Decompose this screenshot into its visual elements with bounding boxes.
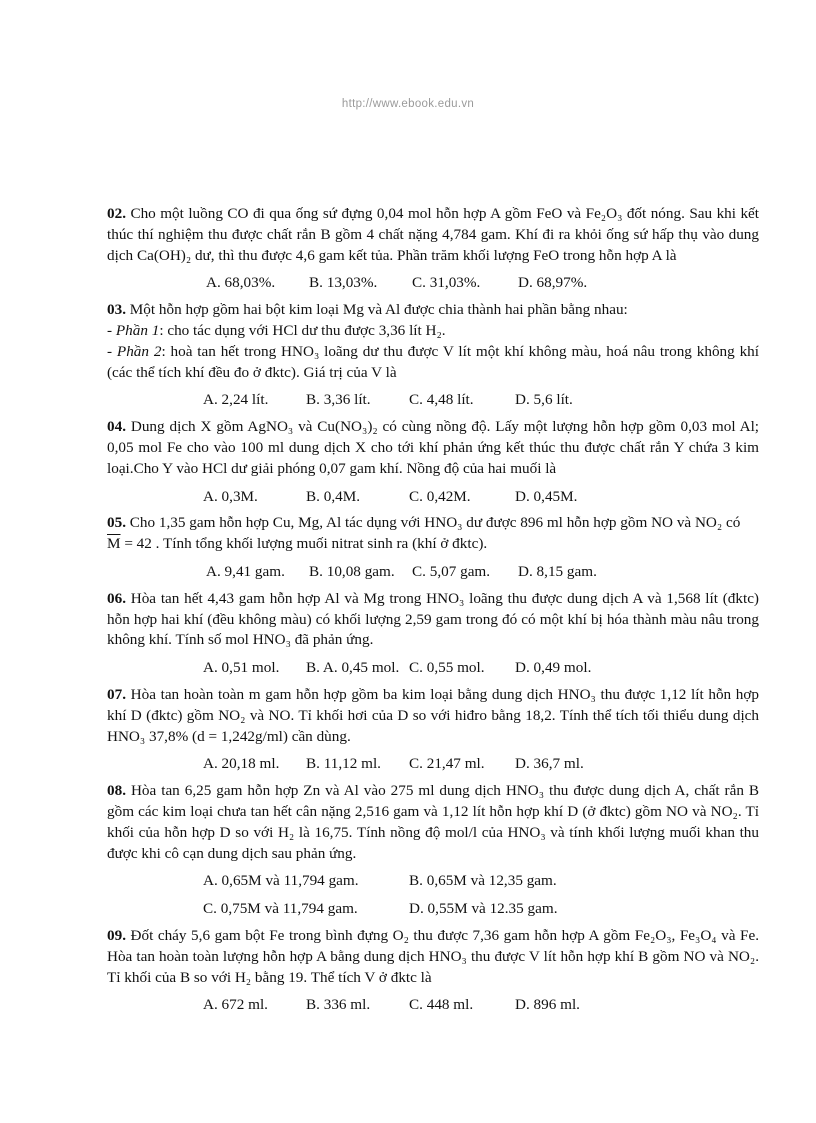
part-1-label: Phần 1 <box>115 321 160 339</box>
option-a: A. 9,41 gam. <box>206 562 285 580</box>
option-d: D. 68,97%. <box>518 274 588 292</box>
option-c: C. 5,07 gam. <box>412 562 491 580</box>
answer-options <box>107 562 759 583</box>
answer-options <box>107 273 759 294</box>
molar-mass-symbol: $\overline{M}$ <box>107 535 121 553</box>
option-b: B. 3,36 lít. <box>306 391 371 409</box>
answer-options-row-1 <box>107 871 759 892</box>
question-08 <box>107 781 759 920</box>
question-number: 04. <box>107 418 126 436</box>
question-06 <box>107 589 759 679</box>
question-text: Đốt cháy 5,6 gam bột Fe trong bình đựng O₂ thu được 7,36 gam hỗn hợp A gồm Fe₂O₃, Fe₃O₄ và Fe. Hòa tan hoàn toàn lượng hỗn hợp A bằng dung dịch HNO₃ thu được V lít hỗn hợp khí B gồm NO và NO₂. Tỉ khối của B so với H₂ bằng 19. Thể tích V ở đktc là <box>107 926 759 986</box>
option-b: B. 0,65M và 12,35 gam. <box>409 872 557 890</box>
option-c: C. 0,75M và 11,794 gam. <box>203 900 358 918</box>
option-d: D. 0,45M. <box>515 487 578 505</box>
question-number: 08. <box>107 782 126 800</box>
part-2-label: Phần 2 <box>116 342 162 360</box>
option-c: C. 21,47 ml. <box>409 755 485 773</box>
question-text: Dung dịch X gồm AgNO₃ và Cu(NO₃)₂ có cùng nồng độ. Lấy một lượng hỗn hợp gồm 0,03 mol Al; 0,05 mol Fe cho vào 100 ml dung dịch X cho tới khí phản ứng kết thúc thu được chất rắn Y chứa 3 kim loại.Cho Y vào HCl dư giải phóng 0,07 gam khí. Nồng độ của hai muối là <box>107 418 760 477</box>
option-b: B. 13,03%. <box>309 274 378 292</box>
question-04 <box>107 417 759 507</box>
option-a: A. 0,3M. <box>203 487 258 505</box>
option-d: D. 896 ml. <box>515 996 580 1014</box>
option-a: A. 672 ml. <box>203 996 268 1014</box>
part-2-text: : hoà tan hết trong HNO₃ loãng dư thu được V lít một khí không màu, hoá nâu trong không khí (các thể tích khí đều đo ở đktc). Giá trị của V là <box>107 342 759 381</box>
option-a: A. 2,24 lít. <box>203 391 269 409</box>
option-a: A. 0,65M và 11,794 gam. <box>203 872 359 890</box>
question-number: 07. <box>107 685 126 703</box>
question-07 <box>107 685 759 775</box>
answer-options <box>107 995 759 1016</box>
option-d: D. 0,55M và 12.35 gam. <box>409 900 558 918</box>
option-c: C. 0,55 mol. <box>409 659 485 677</box>
option-b: B. A. 0,45 mol. <box>306 659 400 677</box>
option-c: C. 31,03%. <box>412 274 481 292</box>
answer-options <box>107 390 759 411</box>
question-number: 02. <box>107 205 126 222</box>
question-text: Hòa tan hết 4,43 gam hỗn hợp Al và Mg trong HNO₃ loãng thu được dung dịch A và 1,568 lít (đktc) hỗn hợp hai khí (đều không màu) có khối lượng 2,59 gam trong đó có một khí bị hóa thành màu nâu trong không khí. Tính số mol HNO₃ đã phản ứng. <box>107 589 759 649</box>
question-text-cont: = 42 . Tính tổng khối lượng muối nitrat sinh ra (khí ở đktc). <box>120 535 488 553</box>
option-d: D. 5,6 lít. <box>515 391 573 409</box>
option-b: B. 10,08 gam. <box>309 562 395 580</box>
answer-options <box>107 754 759 775</box>
watermark-url: http://www.ebook.edu.vn <box>341 98 475 110</box>
option-d: D. 0,49 mol. <box>515 659 592 677</box>
answer-options <box>107 658 759 679</box>
question-list <box>107 204 759 1022</box>
question-text: Cho một luồng CO đi qua ống sứ đựng 0,04 mol hỗn hợp A gồm FeO và Fe₂O₃ đốt nóng. Sau khi kết thúc thí nghiệm thu được chất rắn B gồm 4 chất nặng 4,784 gam. Khí đi ra khỏi ống sứ hấp thụ vào dung dịch Ca(OH)₂ dư, thì thu được 4,6 gam kết tủa. Phần trăm khối lượng FeO trong hỗn hợp A là <box>107 205 759 264</box>
answer-options <box>107 487 759 508</box>
question-intro: Một hỗn hợp gồm hai bột kim loại Mg và Al được chia thành hai phần bằng nhau: <box>129 301 628 319</box>
question-02 <box>107 204 759 294</box>
question-09 <box>107 926 759 1016</box>
option-a: A. 68,03%. <box>206 274 276 292</box>
option-b: B. 0,4M. <box>306 487 361 505</box>
option-c: C. 448 ml. <box>409 996 474 1014</box>
question-number: 03. <box>107 301 126 319</box>
option-a: A. 0,51 mol. <box>203 659 280 677</box>
question-05 <box>107 513 759 582</box>
option-a: A. 20,18 ml. <box>203 755 280 773</box>
question-text: Hòa tan hoàn toàn m gam hỗn hợp gồm ba kim loại bằng dung dịch HNO₃ thu được 1,12 lít hỗn hợp khí D (đktc) gồm NO₂ và NO. Tỉ khối hơi của D so với hiđro bằng 18,2. Tính thể tích tối thiểu dung dịch HNO₃ 37,8% (d = 1,242g/ml) cần dùng. <box>107 685 759 745</box>
option-b: B. 336 ml. <box>306 996 371 1014</box>
question-number: 06. <box>107 589 126 607</box>
question-03: 03. Một hỗn hợp gồm hai bột kim loại Mg và Al được chia thành hai phần bằng nhau: - Phần 1: cho tác dụng với HCl dư thu được 3,36 lít H₂. - Phần 2: hoà tan hết trong HNO₃ loãng dư thu được V lít một khí không màu, hoá nâu trong không khí (các thể tích khí đều đo ở đktc). Giá trị của V là A. 2,24 lít. B. 3,36 lít. C. 4,48 lít. D. 5,6 lít. <box>107 300 759 411</box>
option-d: D. 36,7 ml. <box>515 755 584 773</box>
option-c: C. 4,48 lít. <box>409 391 474 409</box>
question-number: 05. <box>107 514 126 532</box>
part-1-text: : cho tác dụng với HCl dư thu được 3,36 lít H₂. <box>159 321 446 339</box>
question-text: Hòa tan 6,25 gam hỗn hợp Zn và Al vào 275 ml dung dịch HNO₃ thu được dung dịch A, chất rắn B gồm các kim loại chưa tan hết cân nặng 2,516 gam và 1,12 lít hỗn hợp khí D (ở đktc) gồm NO và NO₂. Tỉ khối của hỗn hợp D so với H₂ là 16,75. Tính nồng độ mol/l của HNO₃ và tính khối lượng muối khan thu được khi cô cạn dung dịch sau phản ứng. <box>107 782 760 862</box>
question-number: 09. <box>107 926 126 944</box>
question-text: Cho 1,35 gam hỗn hợp Cu, Mg, Al tác dụng với HNO₃ dư được 896 ml hỗn hợp gồm NO và NO₂ có <box>129 514 741 532</box>
option-b: B. 11,12 ml. <box>306 755 381 773</box>
option-c: C. 0,42M. <box>409 487 471 505</box>
option-d: D. 8,15 gam. <box>518 562 597 580</box>
answer-options-row-2 <box>107 899 759 920</box>
